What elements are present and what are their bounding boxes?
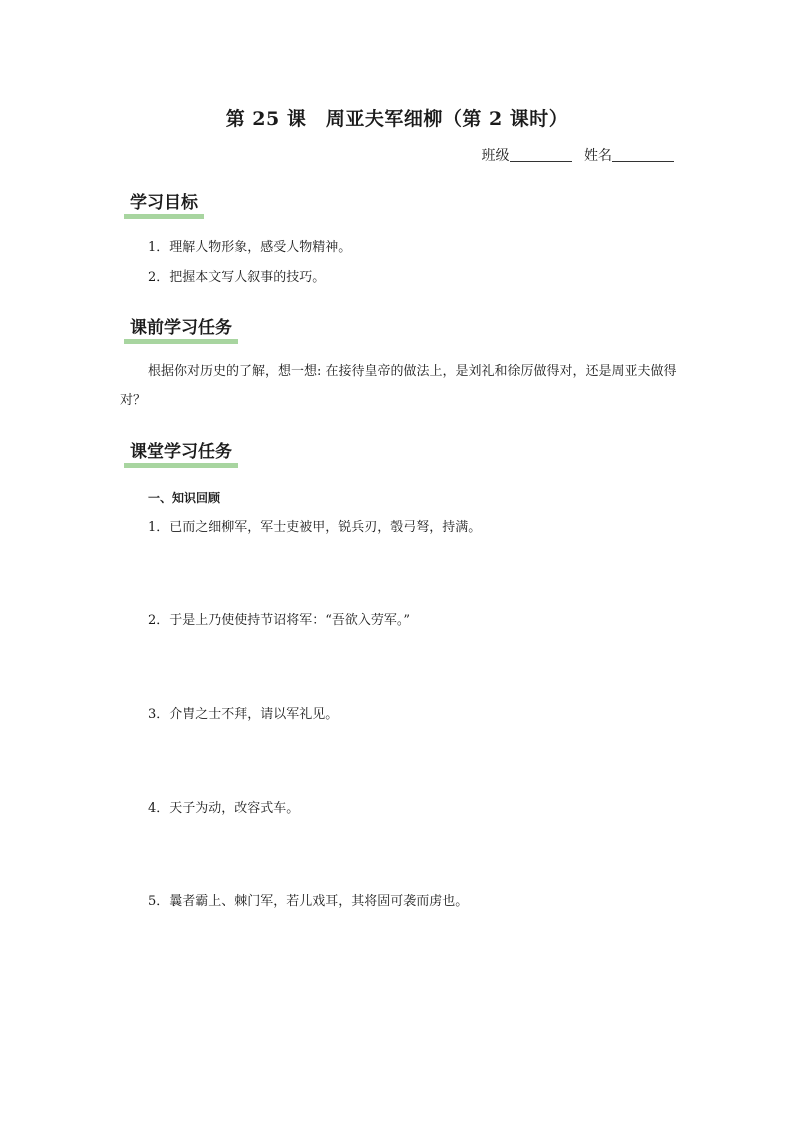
objective-item: 2．把握本文写人叙事的技巧。 — [148, 270, 326, 285]
review-item: 4．天子为动，改容式车。 — [148, 801, 300, 816]
sub-heading-knowledge-review: 一、知识回顾 — [148, 491, 221, 505]
review-item: 2．于是上乃使使持节诏将军：“吾欲入劳军。” — [148, 613, 411, 628]
student-info — [482, 145, 674, 165]
name-blank-field[interactable] — [612, 147, 674, 162]
page-title: 第 25 课 周亚夫军细柳（第 2 课时） — [225, 108, 569, 130]
section-heading-in-class: 课堂学习任务 — [124, 441, 238, 468]
section-heading-pre-class: 课前学习任务 — [124, 317, 238, 344]
review-item: 3．介胄之士不拜，请以军礼见。 — [148, 707, 339, 722]
class-blank-field[interactable] — [510, 147, 572, 162]
name-label: 姓名 — [584, 148, 612, 164]
objective-item: 1．理解人物形象，感受人物精神。 — [148, 240, 352, 255]
review-item: 1．已而之细柳军，军士吏被甲，锐兵刃，彀弓弩，持满。 — [148, 520, 482, 535]
pre-class-paragraph: 根据你对历史的了解，想一想: 在接待皇帝的做法上，是刘礼和徐厉做得对，还是周亚夫做得对？ — [120, 364, 677, 408]
review-item: 5．曩者霸上、棘门军，若儿戏耳，其将固可袭而虏也。 — [148, 894, 469, 909]
section-heading-objectives: 学习目标 — [124, 192, 204, 219]
class-label: 班级 — [481, 148, 510, 164]
